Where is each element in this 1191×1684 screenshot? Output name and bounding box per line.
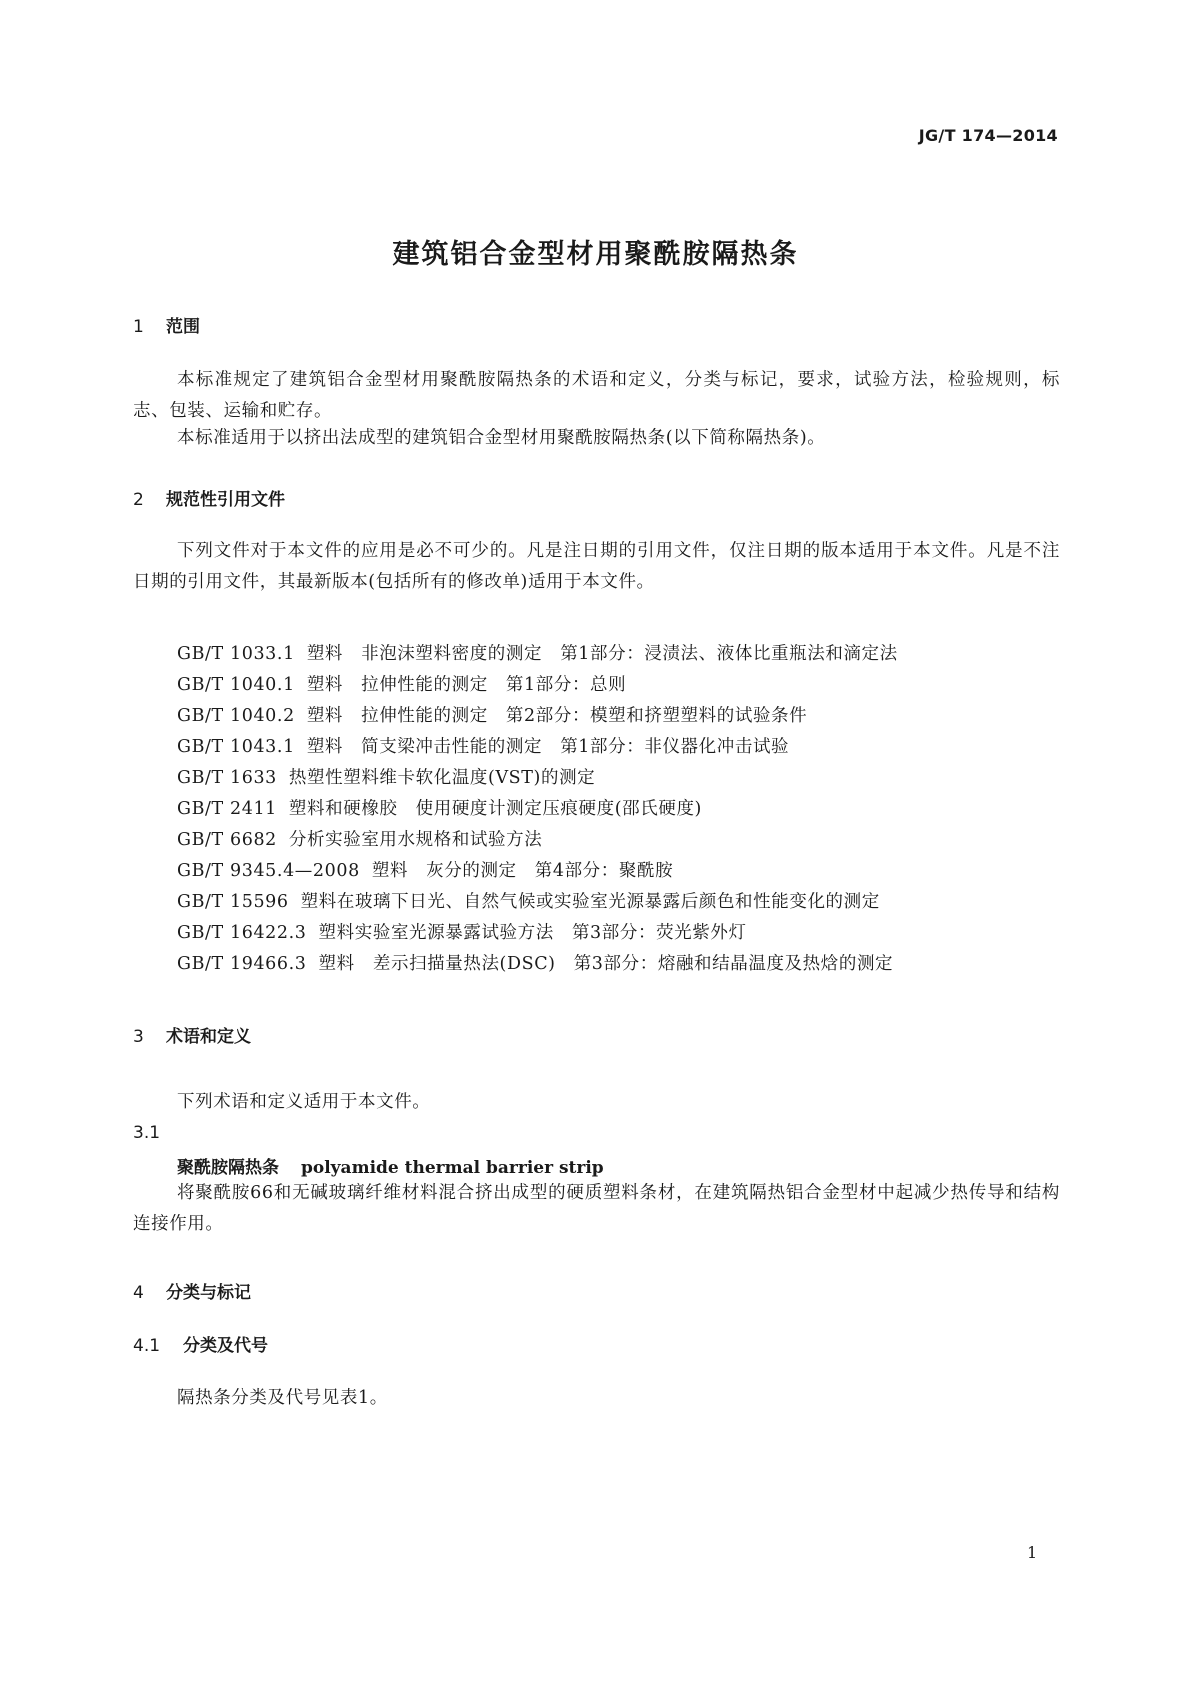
section-4-1-text: 隔热条分类及代号见表1。: [177, 1388, 388, 1408]
section-3-heading: [133, 1022, 251, 1047]
section-2-intro: 下列文件对于本文件的应用是必不可少的。凡是注日期的引用文件，仅注日期的版本适用于本文件。凡是不注日期的引用文件，其最新版本(包括所有的修改单)适用于本文件。: [133, 541, 1060, 592]
section-4-title: 分类与标记: [166, 1283, 251, 1303]
reference-title: 塑料 拉伸性能的测定 第1部分：总则: [306, 675, 627, 695]
reference-item: [177, 949, 898, 980]
term-english: polyamide thermal barrier strip: [301, 1158, 604, 1178]
section-2-number: 2: [133, 490, 144, 510]
term-chinese: 聚酰胺隔热条: [177, 1158, 279, 1178]
term-definition: 将聚酰胺66和无碱玻璃纤维材料混合挤出成型的硬质塑料条材，在建筑隔热铝合金型材中起减少热传导和结构连接作用。: [133, 1183, 1060, 1234]
section-4-heading: [133, 1278, 251, 1303]
reference-code: GB/T 19466.3: [177, 954, 307, 974]
reference-title: 分析实验室用水规格和试验方法: [288, 830, 543, 850]
reference-code: GB/T 1633: [177, 768, 277, 788]
reference-item: [177, 856, 898, 887]
reference-item: [177, 701, 898, 732]
reference-title: 塑料和硬橡胶 使用硬度计测定压痕硬度(邵氏硬度): [288, 799, 702, 819]
section-1-title: 范围: [166, 317, 200, 337]
reference-item: [177, 732, 898, 763]
normative-reference-list: [177, 639, 898, 980]
section-4-1-heading: [133, 1331, 268, 1356]
reference-title: 塑料 灰分的测定 第4部分：聚酰胺: [371, 861, 674, 881]
document-title: 建筑铝合金型材用聚酰胺隔热条: [392, 239, 799, 270]
section-1-paragraph-1: 本标准规定了建筑铝合金型材用聚酰胺隔热条的术语和定义，分类与标记，要求，试验方法，检验规则，标志、包装、运输和贮存。: [133, 370, 1060, 421]
section-2-title: 规范性引用文件: [166, 490, 285, 510]
reference-title: 塑料 差示扫描量热法(DSC) 第3部分：熔融和结晶温度及热焓的测定: [318, 954, 894, 974]
term-number: 3.1: [133, 1123, 161, 1143]
reference-item: [177, 887, 898, 918]
reference-title: 塑料实验室光源暴露试验方法 第3部分：荧光紫外灯: [318, 923, 747, 943]
reference-title: 塑料 简支梁冲击性能的测定 第1部分：非仪器化冲击试验: [306, 737, 790, 757]
reference-code: GB/T 9345.4—2008: [177, 861, 360, 881]
reference-code: GB/T 1033.1: [177, 644, 295, 664]
section-3-title: 术语和定义: [166, 1027, 251, 1047]
reference-item: [177, 763, 898, 794]
page-number: 1: [1027, 1543, 1038, 1562]
reference-code: GB/T 2411: [177, 799, 277, 819]
reference-title: 塑料 非泡沫塑料密度的测定 第1部分：浸渍法、液体比重瓶法和滴定法: [306, 644, 898, 664]
reference-code: GB/T 15596: [177, 892, 289, 912]
section-2-heading: [133, 485, 285, 510]
reference-title: 热塑性塑料维卡软化温度(VST)的测定: [288, 768, 596, 788]
standard-code: JG/T 174—2014: [918, 126, 1058, 145]
section-1-paragraph-2: 本标准适用于以挤出法成型的建筑铝合金型材用聚酰胺隔热条(以下简称隔热条)。: [177, 428, 826, 448]
reference-code: GB/T 1043.1: [177, 737, 295, 757]
section-4-number: 4: [133, 1283, 144, 1303]
reference-code: GB/T 16422.3: [177, 923, 307, 943]
reference-item: [177, 794, 898, 825]
reference-item: [177, 918, 898, 949]
reference-code: GB/T 1040.2: [177, 706, 295, 726]
reference-code: GB/T 1040.1: [177, 675, 295, 695]
reference-code: GB/T 6682: [177, 830, 277, 850]
reference-item: [177, 639, 898, 670]
reference-title: 塑料在玻璃下日光、自然气候或实验室光源暴露后颜色和性能变化的测定: [300, 892, 880, 912]
section-1-number: 1: [133, 317, 144, 337]
reference-item: [177, 670, 898, 701]
section-1-heading: [133, 312, 200, 337]
term-entry: [177, 1153, 604, 1178]
section-3-intro: 下列术语和定义适用于本文件。: [177, 1092, 431, 1112]
section-4-1-number: 4.1: [133, 1336, 161, 1356]
reference-title: 塑料 拉伸性能的测定 第2部分：模塑和挤塑塑料的试验条件: [306, 706, 808, 726]
section-3-number: 3: [133, 1027, 144, 1047]
reference-item: [177, 825, 898, 856]
section-4-1-title: 分类及代号: [183, 1336, 268, 1356]
